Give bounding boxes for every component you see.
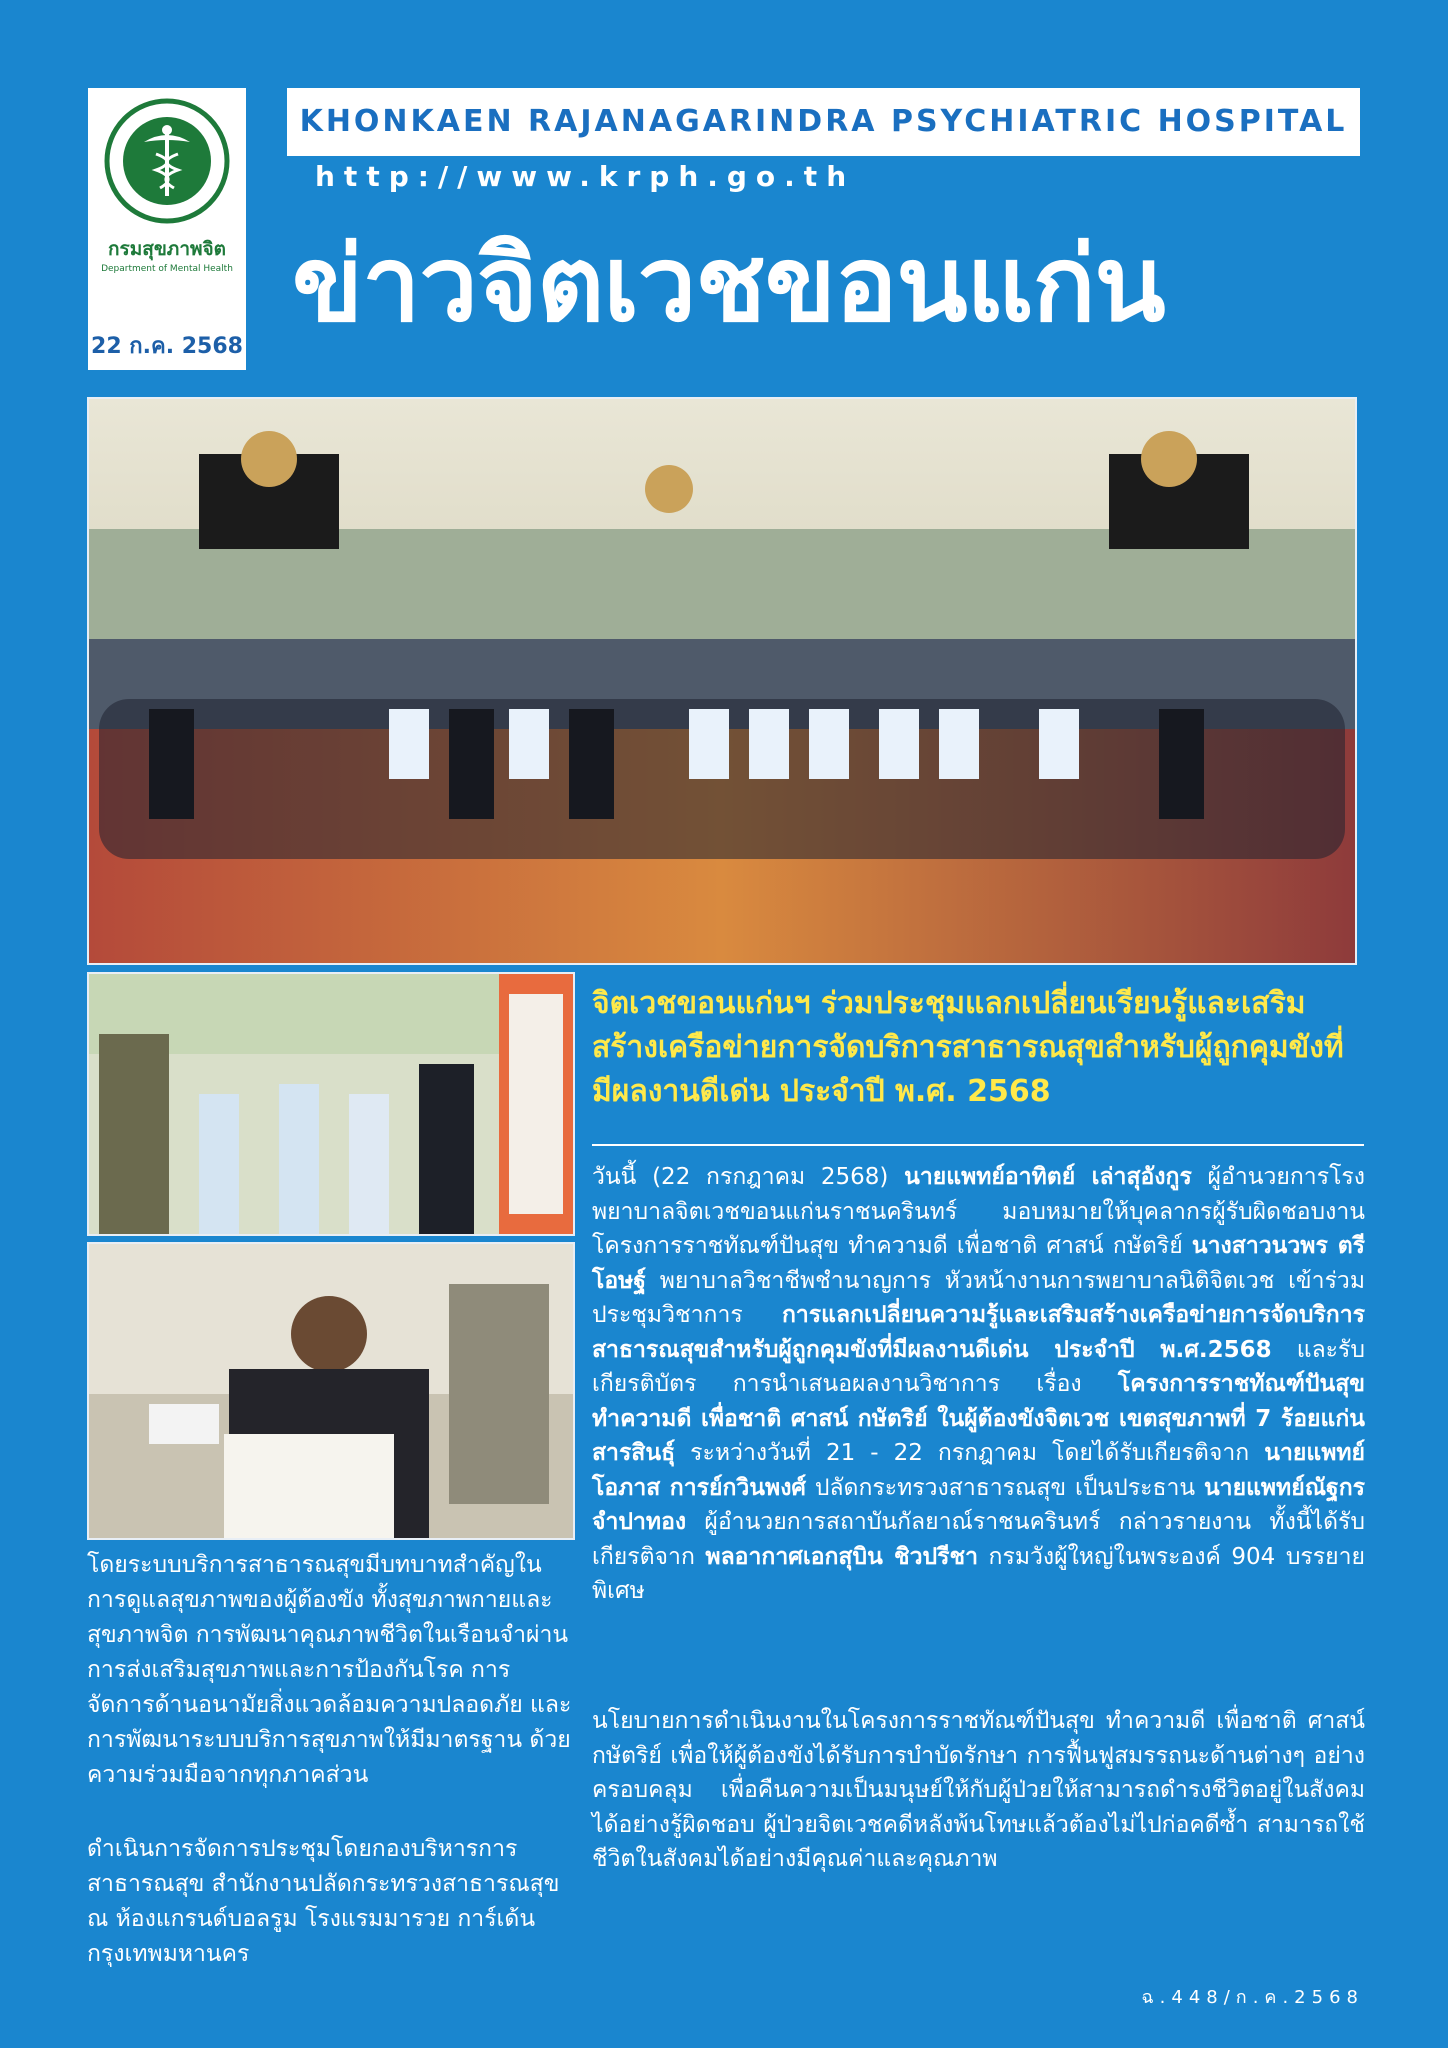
divider [592,1144,1364,1146]
article-paragraph-1 [592,1160,1365,1609]
event-name: การแลกเปลี่ยนความรู้และเสริมสร้างเครือข่ายการจัดบริการสาธารณสุขสำหรับผู้ถูกคุมขังที่มีผลงานดีเด่น ประจำปี พ.ศ.2568 [592,1302,1365,1363]
text-span: และรับเกียรติบัตร การนำเสนอผลงานวิชาการ เรื่อง [592,1336,1365,1397]
issue-date: 22 ก.ค. 2568 [91,334,243,359]
document-code: ฉ.448/ก.ค.2568 [1141,1987,1364,2008]
text-span: กรมวังผู้ใหญ่ในพระองค์ 904 บรรยายพิเศษ [592,1543,1365,1604]
left-column-paragraph-1: โดยระบบบริการสาธารณสุขมีบทบาทสำคัญในการดูแลสุขภาพของผู้ต้องขัง ทั้งสุขภาพกายและสุขภาพจิต การพัฒนาคุณภาพชีวิตในเรือนจำผ่านการส่งเสริมสุขภาพและการป้องกันโรค การจัดการด้านอนามัยสิ่งแวดล้อมความปลอดภัย และการพัฒนาระบบบริการสุขภาพให้มีมาตรฐาน ด้วยความร่วมมือจากทุกภาคส่วน [87,1552,572,1788]
text-span: ระหว่างวันที่ 21 - 22 กรกฎาคม โดยได้รับเกียรติจาก [675,1440,1265,1466]
ministry-seal-icon [104,98,230,224]
text-span: ผู้อำนวยการโรงพยาบาลจิตเวชขอนแก่นราชนครินทร์ มอบหมายให้บุคลากรผู้รับผิดชอบงานโครงการราชทัณฑ์ปันสุข ทำความดี เพื่อชาติ ศาสน์ กษัตริย์ [592,1164,1366,1259]
article-headline: จิตเวชขอนแก่นฯ ร่วมประชุมแลกเปลี่ยนเรียนรู้และเสริมสร้างเครือข่ายการจัดบริการสาธารณสุขสำหรับผู้ถูกคุมขังที่มีผลงานดีเด่น ประจำปี พ.ศ. 2568 [592,986,1344,1109]
person-name: นายแพทย์อาทิตย์ เล่าสุอังกูร [904,1164,1192,1190]
text-span: พยาบาลวิชาชีพชำนาญการ หัวหน้างานการพยาบาลนิติจิตเวช เข้าร่วมประชุมวิชาการ [592,1267,1365,1328]
hospital-name-bar: KHONKAEN RAJANAGARINDRA PSYCHIATRIC HOSPITAL [287,88,1360,156]
website-url[interactable]: http://www.krph.go.th [315,160,856,193]
person-name: นายแพทย์ณัฐกร จำปาทอง [592,1474,1365,1535]
person-name: พลอากาศเอกสุบิน ชิวปรีชา [705,1543,979,1570]
person-name: นายแพทย์โอภาส การย์กวินพงศ์ [592,1440,1365,1501]
department-name-th: กรมสุขภาพจิต [107,238,226,260]
person-name: นางสาวนวพร ตรีโอษฐ์ [592,1233,1366,1294]
text-span: วันนี้ (22 กรกฎาคม 2568) [592,1164,905,1190]
text-span: ผู้อำนวยการสถาบันกัลยาณ์ราชนครินทร์ กล่าวรายงาน ทั้งนี้ได้รับเกียรติจาก [592,1509,1365,1570]
article-body [592,1160,1365,1609]
group-photo-image [87,397,1357,965]
article-paragraph-2: นโยบายการดำเนินงานในโครงการราชทัณฑ์ปันสุข ทำความดี เพื่อชาติ ศาสน์ กษัตริย์ เพื่อให้ผู้ต้องขังได้รับการบำบัดรักษา การฟื้นฟูสมรรถนะด้านต่างๆ อย่างครอบคลุม เพื่อคืนความเป็นมนุษย์ให้กับผู้ป่วยให้สามารถดำรงชีวิตอยู่ในสังคมได้อย่างรู้ผิดชอบ ผู้ป่วยจิตเวชคดีหลังพ้นโทษแล้วต้องไม่ไปก่อคดีซ้ำ สามารถใช้ชีวิตในสังคมได้อย่างมีคุณค่าและคุณภาพ [592,1708,1365,1872]
project-name: โครงการราชทัณฑ์ปันสุข ทำความดี เพื่อชาติ ศาสน์ กษัตริย์ ในผู้ต้องขังจิตเวช เขตสุขภาพที่ 7 ร้อยแก่นสารสินธุ์ [592,1371,1365,1466]
exhibition-photo-image [87,972,575,1236]
certificate-photo-image [87,1242,575,1540]
department-name-en: Department of Mental Health [101,264,233,274]
left-column-paragraph-2: ดำเนินการจัดการประชุมโดยกองบริหารการสาธารณสุข สำนักงานปลัดกระทรวงสาธารณสุข ณ ห้องแกรนด์บอลรูม โรงแรมมารวย การ์เด้น กรุงเทพมหานคร [87,1836,560,1967]
masthead-title: ข่าวจิตเวชขอนแก่น [292,223,1165,345]
logo-box [88,88,246,370]
text-span: ปลัดกระทรวงสาธารณสุข เป็นประธาน [806,1474,1204,1501]
